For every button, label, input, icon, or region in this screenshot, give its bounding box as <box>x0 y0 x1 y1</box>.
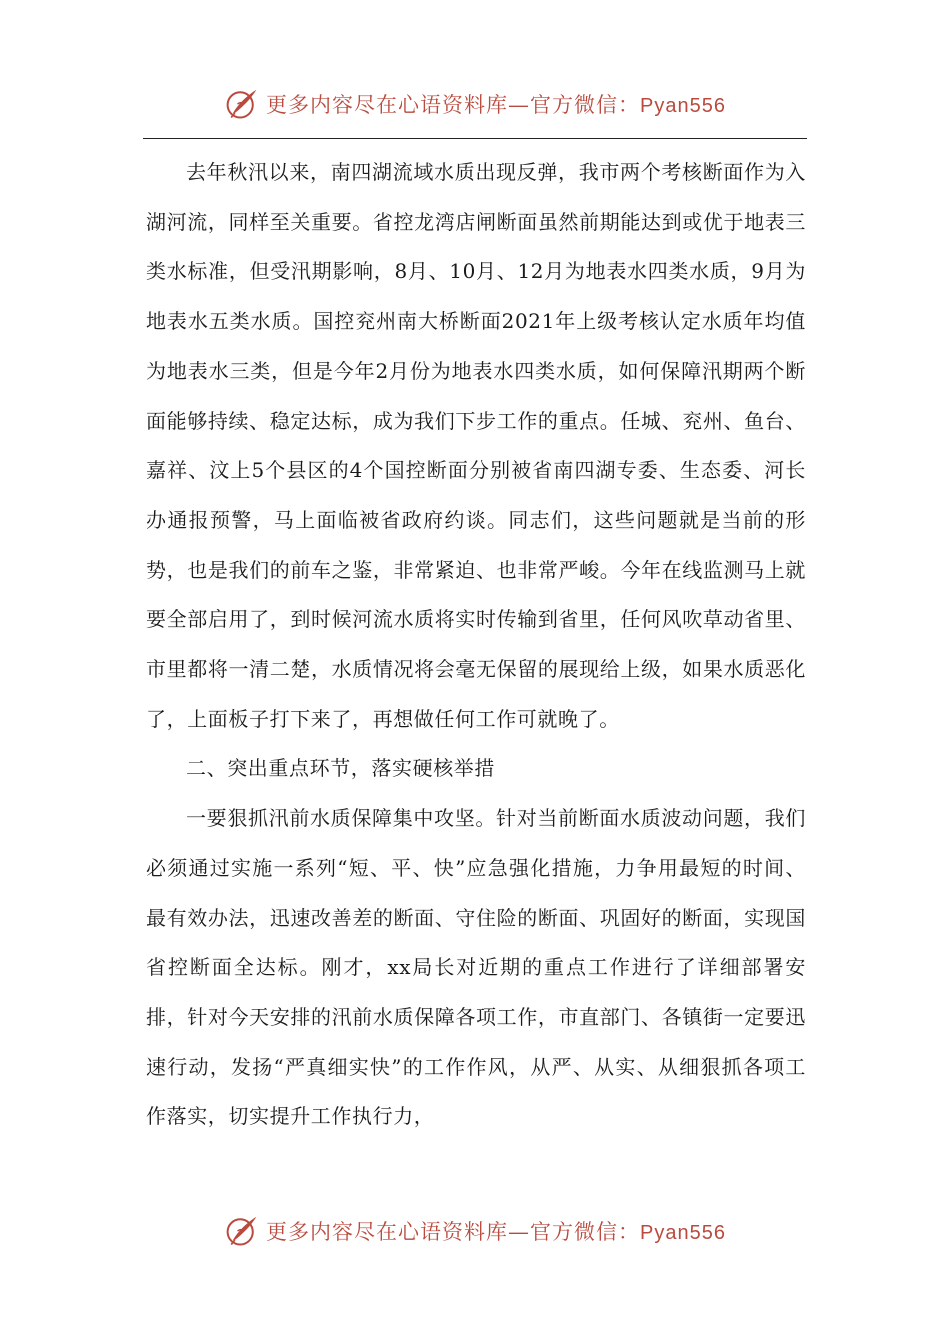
banner-label: 更多内容尽在心语资料库—官方微信： <box>266 93 641 117</box>
header-banner <box>0 82 950 126</box>
banner-text <box>266 1216 726 1246</box>
quill-pen-logo-icon <box>224 86 260 122</box>
wechat-id: Pyan556 <box>640 95 726 117</box>
section-heading: 二、突出重点环节，落实硬核举措 <box>186 756 495 781</box>
header-divider <box>143 138 807 139</box>
footer-banner <box>0 1209 950 1253</box>
banner-text <box>266 89 726 119</box>
body-paragraph: 去年秋汛以来，南四湖流域水质出现反弹，我市两个考核断面作为入湖河流，同样至关重要。省控龙湾店闸断面虽然前期能达到或优于地表三类水标准，但受汛期影响，8月、10月、12月为地表水四类水质，9月为地表水五类水质。国控兖州南大桥断面2021年上级考核认定水质年均值为地表水三类，但是今年2月份为地表水四类水质，如何保障汛期两个断面能够持续、稳定达标，成为我们下步工作的重点。任城、兖州、鱼台、嘉祥、汶上5个县区的4个国控断面分别被省南四湖专委、生态委、河长办通报预警，马上面临被省政府约谈。同志们，这些问题就是当前的形势，也是我们的前车之鉴，非常紧迫、也非常严峻。今年在线监测马上就要全部启用了，到时候河流水质将实时传输到省里，任何风吹草动省里、市里都将一清二楚，水质情况将会毫无保留的展现给上级，如果水质恶化了，上面板子打下来了，再想做任何工作可就晚了。 <box>146 160 806 731</box>
quill-pen-logo-icon <box>224 1213 260 1249</box>
document-body <box>146 148 806 1142</box>
banner-label: 更多内容尽在心语资料库—官方微信： <box>266 1220 641 1244</box>
body-paragraph: 一要狠抓汛前水质保障集中攻坚。针对当前断面水质波动问题，我们必须通过实施一系列“短、平、快”应急强化措施，力争用最短的时间、最有效办法，迅速改善差的断面、守住险的断面、巩固好的断面，实现国省控断面全达标。刚才，xx局长对近期的重点工作进行了详细部署安排，针对今天安排的汛前水质保障各项工作，市直部门、各镇街一定要迅速行动，发扬“严真细实快”的工作作风，从严、从实、从细狠抓各项工作落实，切实提升工作执行力， <box>146 806 806 1129</box>
wechat-id: Pyan556 <box>640 1222 726 1244</box>
